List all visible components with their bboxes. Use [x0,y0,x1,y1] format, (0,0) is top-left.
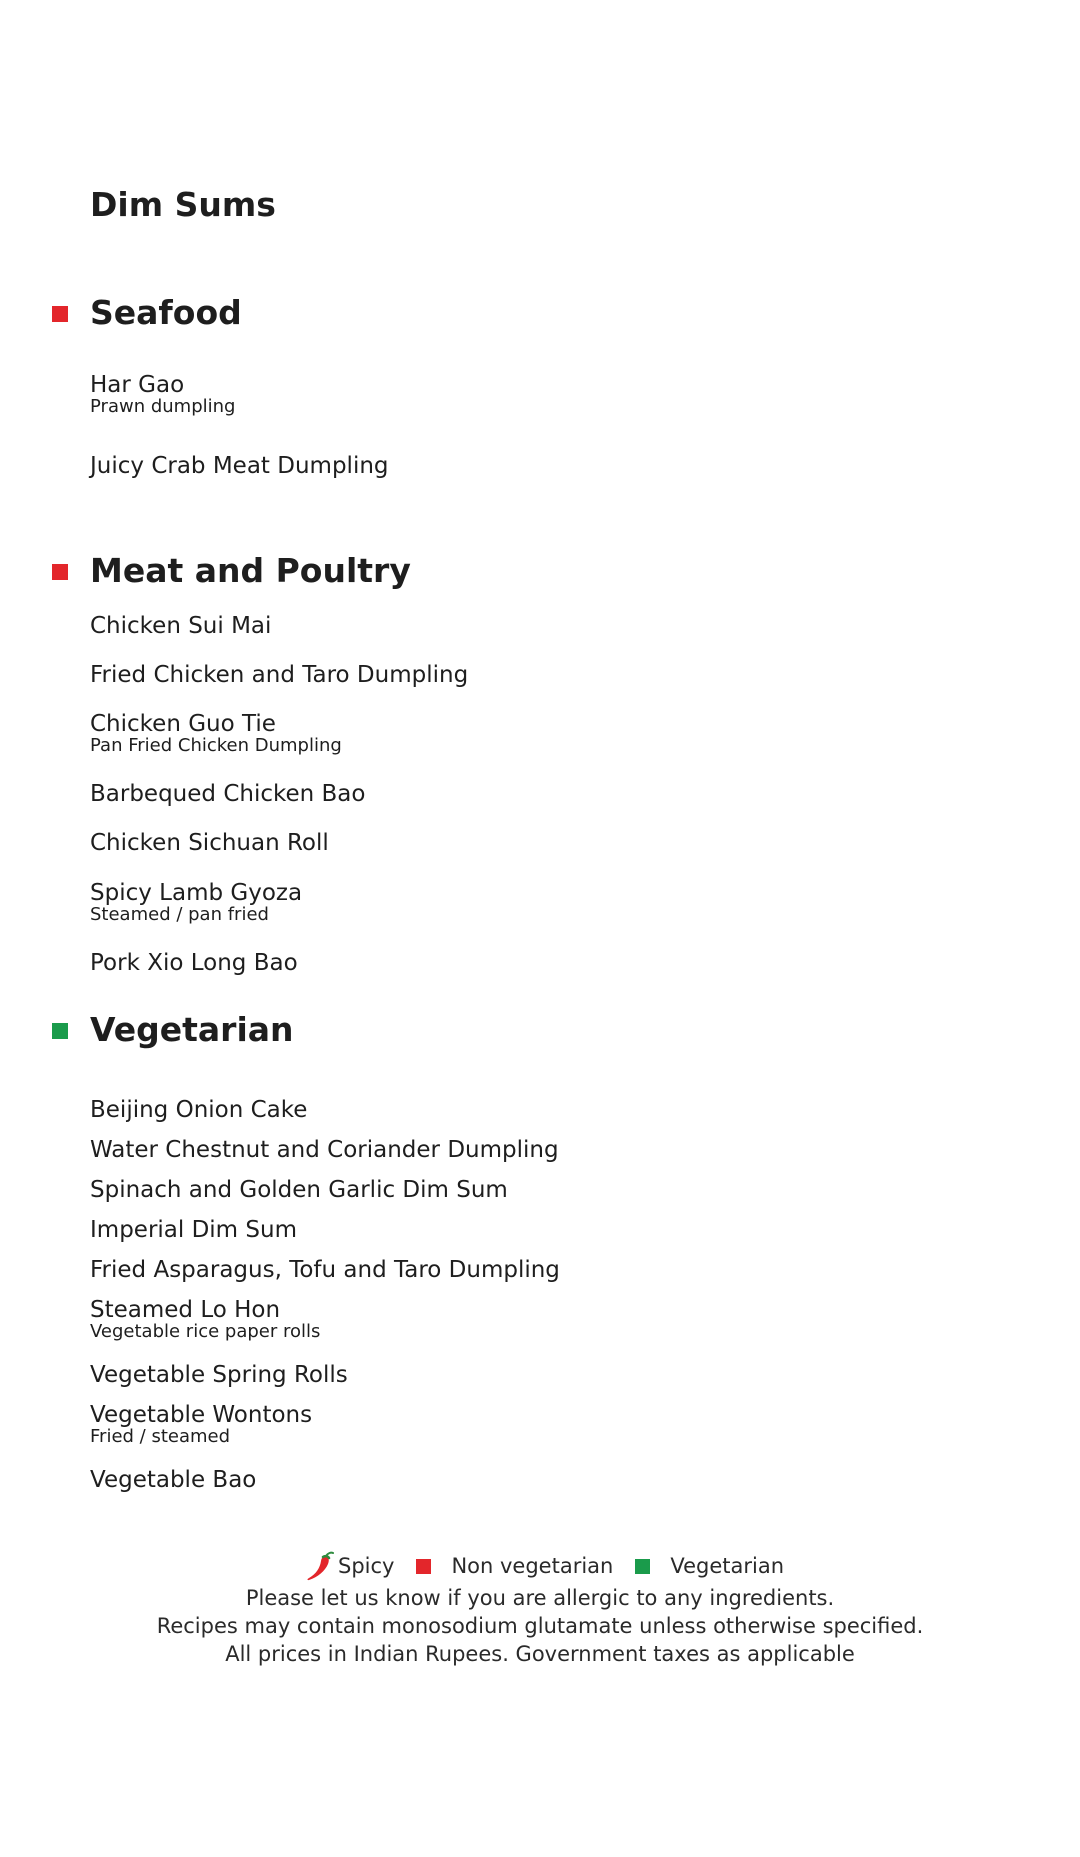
veg-marker-icon [52,1023,68,1039]
menu-item-name: Chicken Sichuan Roll [90,830,329,856]
allergy-note: Please let us know if you are allergic to any ingredients. [245,1586,835,1610]
menu-item-name: Steamed Lo Hon [90,1297,281,1323]
menu-item [90,371,235,417]
menu-item-name: Water Chestnut and Coriander Dumpling [90,1137,559,1163]
menu-item [90,661,468,689]
msg-note: Recipes may contain monosodium glutamate unless otherwise specified. [156,1614,924,1638]
menu-item [90,879,302,925]
menu-item-description: Steamed / pan fried [90,904,269,925]
menu-item-description: Prawn dumpling [90,396,236,417]
menu-item-name: Vegetable Spring Rolls [90,1362,348,1388]
non-veg-marker-icon [52,564,68,580]
menu-item [90,1401,312,1447]
menu-item-name: Har Gao [90,372,185,398]
legend-veg-label: Vegetarian [670,1554,784,1578]
menu-item [90,452,389,480]
menu-item-name: Fried Asparagus, Tofu and Taro Dumpling [90,1257,560,1283]
menu-item-description: Pan Fried Chicken Dumpling [90,735,342,756]
menu-item-name: Pork Xio Long Bao [90,950,298,976]
legend-non-veg-label: Non vegetarian [451,1554,614,1578]
menu-item [90,1176,508,1204]
section-title: Seafood [90,293,242,332]
menu-item [90,1136,559,1164]
menu-item-name: Vegetable Bao [90,1467,257,1493]
menu-item [90,1096,307,1124]
non-veg-legend-icon [416,1559,431,1574]
menu-item [90,780,365,808]
menu-item-description: Vegetable rice paper rolls [90,1321,321,1342]
menu-item-name: Spinach and Golden Garlic Dim Sum [90,1177,508,1203]
non-veg-marker-icon [52,306,68,322]
section-title: Vegetarian [90,1010,294,1049]
menu-item-name: Beijing Onion Cake [90,1097,308,1123]
menu-item-name: Chicken Guo Tie [90,711,276,737]
menu-item [90,1296,320,1342]
menu-item-name: Fried Chicken and Taro Dumpling [90,662,469,688]
legend-spicy-label: Spicy [337,1554,395,1578]
menu-item-name: Spicy Lamb Gyoza [90,880,303,906]
menu-item-description: Fried / steamed [90,1426,231,1447]
page-title: Dim Sums [90,185,276,224]
menu-item [90,949,298,977]
menu-item-name: Vegetable Wontons [90,1402,313,1428]
menu-item [90,1216,297,1244]
menu-item [90,1361,348,1389]
menu-item-name: Juicy Crab Meat Dumpling [90,453,389,479]
menu-item [90,1256,560,1284]
menu-item [90,612,271,640]
menu-item [90,710,342,756]
dietary-legend [10,1548,1080,1584]
section-title: Meat and Poultry [90,551,411,590]
menu-item [90,829,329,857]
chili-pepper-icon [306,1550,334,1582]
menu-footer [0,1548,1080,1668]
menu-item-name: Chicken Sui Mai [90,613,272,639]
menu-item-name: Imperial Dim Sum [90,1217,297,1243]
price-note: All prices in Indian Rupees. Government taxes as applicable [225,1642,855,1666]
veg-legend-icon [635,1559,650,1574]
menu-item [90,1466,256,1494]
menu-item-name: Barbequed Chicken Bao [90,781,366,807]
